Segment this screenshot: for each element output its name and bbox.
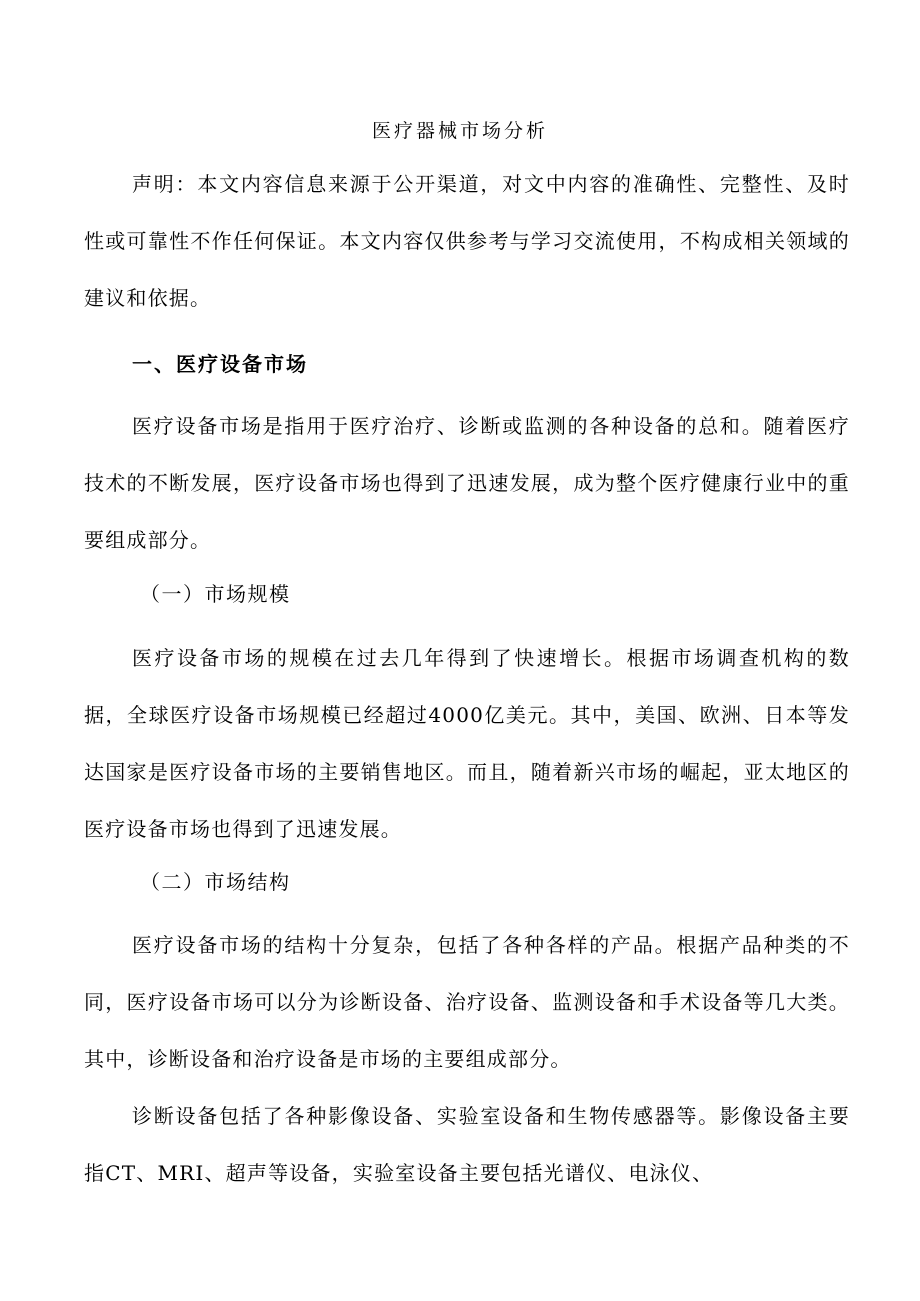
section-intro-paragraph: 医疗设备市场是指用于医疗治疗、诊断或监测的各种设备的总和。随着医疗技术的不断发展，医疗设备市场也得到了迅速发展，成为整个医疗健康行业中的重要组成部分。 bbox=[84, 414, 850, 552]
subsection-heading-market-structure: （二）市场结构 bbox=[140, 870, 291, 894]
document-title: 医疗器械市场分析 bbox=[371, 120, 548, 142]
section-heading: 一、医疗设备市场 bbox=[132, 352, 308, 376]
subsection-heading-market-size: （一）市场规模 bbox=[140, 582, 291, 606]
disclaimer-paragraph: 声明：本文内容信息来源于公开渠道，对文中内容的准确性、完整性、及时性或可靠性不作任何保证。本文内容仅供参考与学习交流使用，不构成相关领域的建议和依据。 bbox=[84, 172, 850, 310]
diagnostic-equipment-paragraph: 诊断设备包括了各种影像设备、实验室设备和生物传感器等。影像设备主要指CT、MRI、超声等设备，实验室设备主要包括光谱仪、电泳仪、 bbox=[84, 1104, 850, 1185]
market-structure-paragraph: 医疗设备市场的结构十分复杂，包括了各种各样的产品。根据产品种类的不同，医疗设备市场可以分为诊断设备、治疗设备、监测设备和手术设备等几大类。其中，诊断设备和治疗设备是市场的主要组成部分。 bbox=[84, 933, 850, 1071]
market-size-paragraph: 医疗设备市场的规模在过去几年得到了快速增长。根据市场调查机构的数据，全球医疗设备市场规模已经超过4000亿美元。其中，美国、欧洲、日本等发达国家是医疗设备市场的主要销售地区。而且，随着新兴市场的崛起，亚太地区的医疗设备市场也得到了迅速发展。 bbox=[84, 646, 850, 841]
